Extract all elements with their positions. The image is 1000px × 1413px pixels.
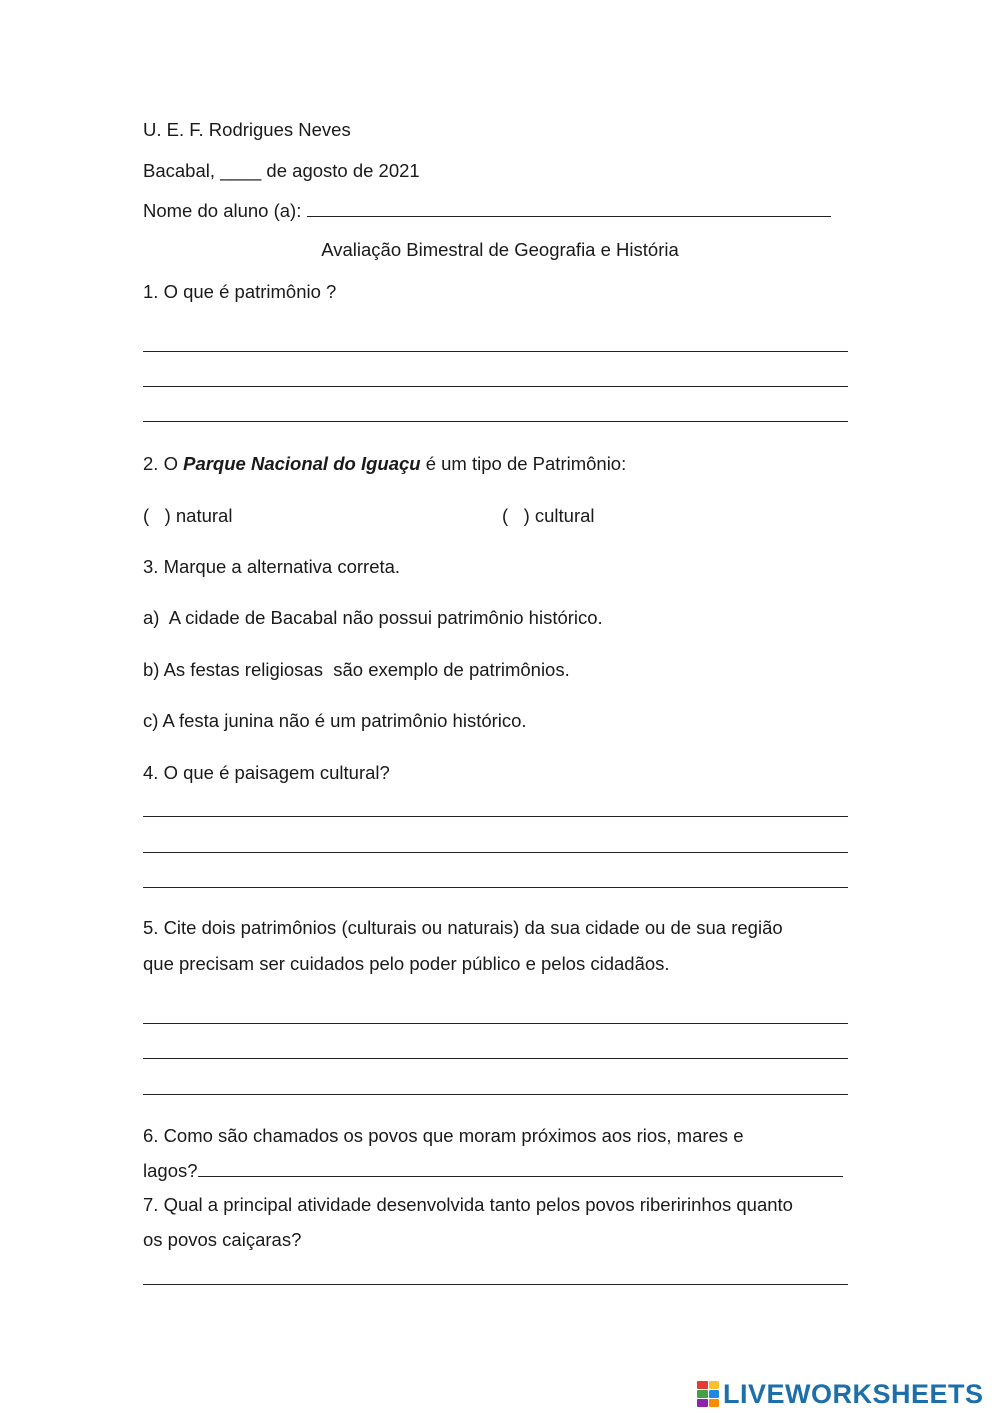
question-2	[143, 452, 626, 476]
logo-tile-5	[697, 1399, 708, 1407]
option-natural[interactable]: ( ) natural	[143, 505, 233, 526]
alternative-c[interactable]: c) A festa junina não é um patrimônio histórico.	[143, 710, 527, 731]
answer-line-1a[interactable]	[143, 351, 848, 352]
date-suffix: de agosto de 2021	[261, 160, 420, 181]
question-6-line-1: 6. Como são chamados os povos que moram próximos aos rios, mares e	[143, 1125, 744, 1146]
logo-tile-1	[697, 1381, 708, 1389]
answer-line-4b[interactable]	[143, 852, 848, 853]
question-3: 3. Marque a alternativa correta.	[143, 556, 401, 577]
question-6-line-2	[143, 1159, 843, 1183]
logo-tile-4	[709, 1390, 720, 1398]
date-blank[interactable]: ____	[220, 160, 262, 181]
logo-tile-6	[709, 1399, 720, 1407]
student-name-label: Nome do aluno (a):	[143, 200, 307, 221]
liveworksheets-logo	[697, 1378, 984, 1410]
alternative-a[interactable]: a) A cidade de Bacabal não possui patrimônio histórico.	[143, 607, 603, 628]
logo-tile-2	[709, 1381, 720, 1389]
date-prefix: Bacabal,	[143, 160, 221, 181]
option-cultural[interactable]: ( ) cultural	[502, 505, 595, 526]
answer-line-4a[interactable]	[143, 816, 848, 817]
school-name: U. E. F. Rodrigues Neves	[143, 119, 351, 140]
question-5-line-2: que precisam ser cuidados pelo poder público e pelos cidadãos.	[143, 953, 670, 974]
student-name-field[interactable]	[307, 200, 831, 217]
question-7-line-1: 7. Qual a principal atividade desenvolvida tanto pelos povos riberirinhos quanto	[143, 1194, 793, 1215]
answer-field-6[interactable]	[198, 1160, 843, 1177]
question-2-emphasis: Parque Nacional do Iguaçu	[183, 453, 421, 474]
logo-tile-3	[697, 1390, 708, 1398]
answer-line-4c[interactable]	[143, 887, 848, 888]
question-2-suffix: é um tipo de Patrimônio:	[420, 453, 627, 474]
question-6-lead: lagos?	[143, 1160, 198, 1181]
answer-line-5b[interactable]	[143, 1058, 848, 1059]
question-1: 1. O que é patrimônio ?	[143, 281, 337, 302]
date-line	[143, 159, 420, 183]
answer-line-1c[interactable]	[143, 421, 848, 422]
answer-line-5c[interactable]	[143, 1094, 848, 1095]
answer-line-5a[interactable]	[143, 1023, 848, 1024]
answer-line-1b[interactable]	[143, 386, 848, 387]
alternative-b[interactable]: b) As festas religiosas são exemplo de patrimônios.	[143, 659, 570, 680]
liveworksheets-logo-text: LIVEWORKSHEETS	[723, 1378, 984, 1409]
question-7-line-2: os povos caiçaras?	[143, 1229, 302, 1250]
exam-title: Avaliação Bimestral de Geografia e História	[321, 239, 679, 260]
question-5-line-1: 5. Cite dois patrimônios (culturais ou naturais) da sua cidade ou de sua região	[143, 917, 783, 938]
question-4: 4. O que é paisagem cultural?	[143, 762, 390, 783]
liveworksheets-logo-icon	[697, 1381, 719, 1407]
student-name-line	[143, 199, 831, 223]
question-2-prefix: 2. O	[143, 453, 184, 474]
answer-line-7[interactable]	[143, 1284, 848, 1285]
